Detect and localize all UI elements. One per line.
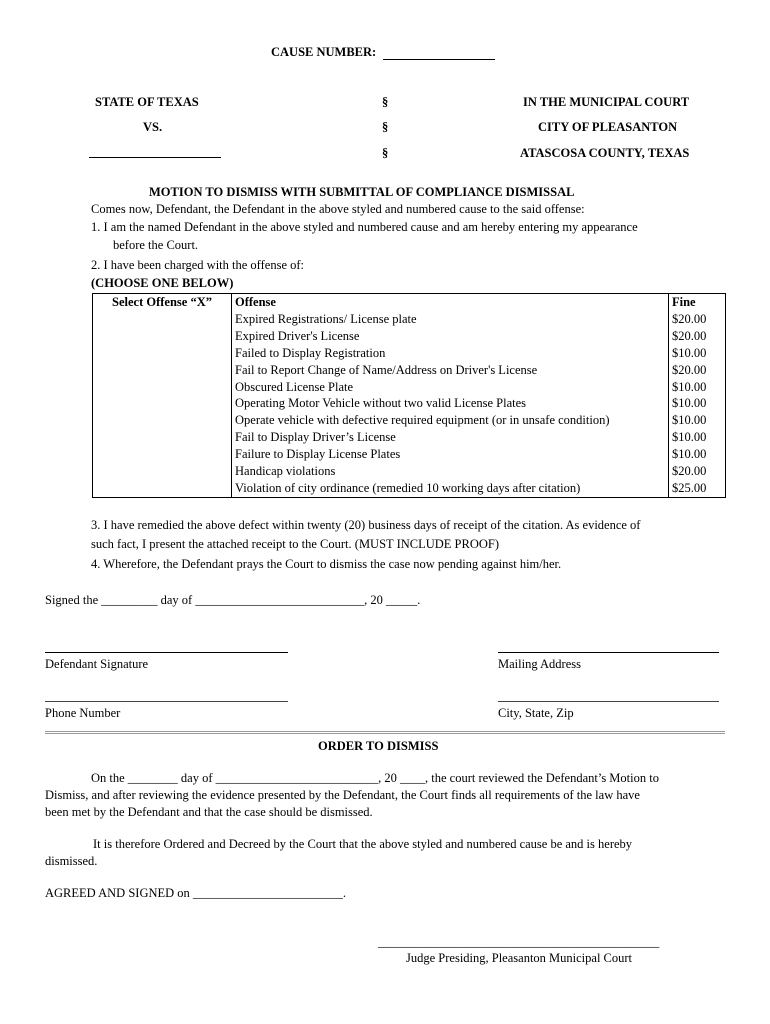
- order-paragraph-1-cont: Dismiss, and after reviewing the evidence presented by the Defendant, the Court finds all requirements of the law have: [45, 788, 640, 802]
- table-row: [93, 463, 726, 480]
- motion-item-1: 1. I am the named Defendant in the above styled and numbered cause and am hereby entering my appearance: [91, 220, 638, 234]
- offense-cell: Violation of city ordinance (remedied 10 working days after citation): [232, 480, 669, 497]
- column-header-offense: Offense: [232, 294, 669, 311]
- motion-item-2: 2. I have been charged with the offense of:: [91, 258, 305, 272]
- table-header-row: [93, 294, 726, 311]
- select-offense-cell[interactable]: [93, 362, 232, 379]
- order-paragraph-1: On the ________ day of __________________________, 20 ____, the court reviewed the Defendant’s Motion to: [91, 771, 659, 785]
- section-symbol: §: [382, 146, 389, 160]
- table-row: [93, 379, 726, 396]
- mailing-address-field[interactable]: [498, 652, 719, 653]
- defendant-signature-field[interactable]: [45, 652, 288, 653]
- fine-cell: $10.00: [669, 395, 726, 412]
- fine-cell: $10.00: [669, 412, 726, 429]
- table-row: [93, 328, 726, 345]
- cause-number-field[interactable]: [383, 59, 495, 60]
- fine-cell: $10.00: [669, 379, 726, 396]
- mailing-address-label: Mailing Address: [498, 657, 581, 671]
- offense-cell: Fail to Report Change of Name/Address on Driver's License: [232, 362, 669, 379]
- order-title: ORDER TO DISMISS: [318, 739, 439, 753]
- judge-signature-field[interactable]: _____________________________________________: [378, 935, 660, 949]
- choose-one-label: (CHOOSE ONE BELOW): [91, 276, 234, 290]
- agreed-signed-line[interactable]: AGREED AND SIGNED on ________________________.: [45, 886, 347, 900]
- table-row: [93, 395, 726, 412]
- select-offense-cell[interactable]: [93, 328, 232, 345]
- fine-cell: $20.00: [669, 362, 726, 379]
- fine-cell: $10.00: [669, 429, 726, 446]
- motion-item-3: 3. I have remedied the above defect within twenty (20) business days of receipt of the citation. As evidence of: [91, 518, 641, 532]
- section-divider: [45, 731, 725, 734]
- city-state-zip-field[interactable]: [498, 701, 719, 702]
- motion-intro: Comes now, Defendant, the Defendant in the above styled and numbered cause to the said offense:: [91, 202, 585, 216]
- select-offense-cell[interactable]: [93, 311, 232, 328]
- order-paragraph-2-cont: dismissed.: [45, 854, 98, 868]
- motion-item-1-cont: before the Court.: [113, 238, 199, 252]
- judge-signature-label: Judge Presiding, Pleasanton Municipal Court: [406, 951, 633, 965]
- fine-cell: $20.00: [669, 328, 726, 345]
- select-offense-cell[interactable]: [93, 429, 232, 446]
- table-row: [93, 362, 726, 379]
- table-row: [93, 412, 726, 429]
- motion-item-3-cont: such fact, I present the attached receipt to the Court. (MUST INCLUDE PROOF): [91, 537, 500, 551]
- fine-cell: $20.00: [669, 463, 726, 480]
- column-header-fine: Fine: [669, 294, 726, 311]
- offense-cell: Operate vehicle with defective required equipment (or in unsafe condition): [232, 412, 669, 429]
- city-state-zip-label: City, State, Zip: [498, 706, 574, 720]
- court-name: IN THE MUNICIPAL COURT: [523, 95, 690, 109]
- defendant-signature-label: Defendant Signature: [45, 657, 149, 671]
- motion-item-4: 4. Wherefore, the Defendant prays the Court to dismiss the case now pending against him/her.: [91, 557, 562, 571]
- party-state: STATE OF TEXAS: [95, 95, 199, 109]
- fine-cell: $10.00: [669, 446, 726, 463]
- offense-cell: Failed to Display Registration: [232, 345, 669, 362]
- table-row: [93, 429, 726, 446]
- section-symbol: §: [382, 95, 389, 109]
- offense-cell: Expired Registrations/ License plate: [232, 311, 669, 328]
- phone-number-field[interactable]: [45, 701, 288, 702]
- offense-cell: Failure to Display License Plates: [232, 446, 669, 463]
- table-row: [93, 480, 726, 497]
- order-paragraph-1-cont: been met by the Defendant and that the case should be dismissed.: [45, 805, 373, 819]
- offense-cell: Handicap violations: [232, 463, 669, 480]
- defendant-name-field[interactable]: [89, 157, 221, 158]
- offense-table: [92, 293, 726, 498]
- offense-cell: Fail to Display Driver’s License: [232, 429, 669, 446]
- select-offense-cell[interactable]: [93, 345, 232, 362]
- party-vs: VS.: [143, 120, 163, 134]
- order-paragraph-2: It is therefore Ordered and Decreed by the Court that the above styled and numbered cause be and is hereby: [93, 837, 633, 851]
- select-offense-cell[interactable]: [93, 379, 232, 396]
- table-row: [93, 446, 726, 463]
- fine-cell: $20.00: [669, 311, 726, 328]
- table-row: [93, 345, 726, 362]
- select-offense-cell[interactable]: [93, 412, 232, 429]
- section-symbol: §: [382, 120, 389, 134]
- cause-number: [271, 45, 495, 60]
- offense-cell: Obscured License Plate: [232, 379, 669, 396]
- phone-number-label: Phone Number: [45, 706, 121, 720]
- offense-cell: Operating Motor Vehicle without two valid License Plates: [232, 395, 669, 412]
- select-offense-cell[interactable]: [93, 446, 232, 463]
- signed-date-line[interactable]: Signed the _________ day of ___________________________, 20 _____.: [45, 593, 421, 607]
- table-row: [93, 311, 726, 328]
- fine-cell: $10.00: [669, 345, 726, 362]
- select-offense-cell[interactable]: [93, 463, 232, 480]
- column-header-select: Select Offense “X”: [93, 294, 232, 311]
- motion-title: MOTION TO DISMISS WITH SUBMITTAL OF COMPLIANCE DISMISSAL: [149, 185, 575, 199]
- fine-cell: $25.00: [669, 480, 726, 497]
- select-offense-cell[interactable]: [93, 480, 232, 497]
- court-city: CITY OF PLEASANTON: [538, 120, 678, 134]
- cause-number-label: CAUSE NUMBER:: [271, 45, 377, 59]
- court-county: ATASCOSA COUNTY, TEXAS: [520, 146, 690, 160]
- offense-cell: Expired Driver's License: [232, 328, 669, 345]
- select-offense-cell[interactable]: [93, 395, 232, 412]
